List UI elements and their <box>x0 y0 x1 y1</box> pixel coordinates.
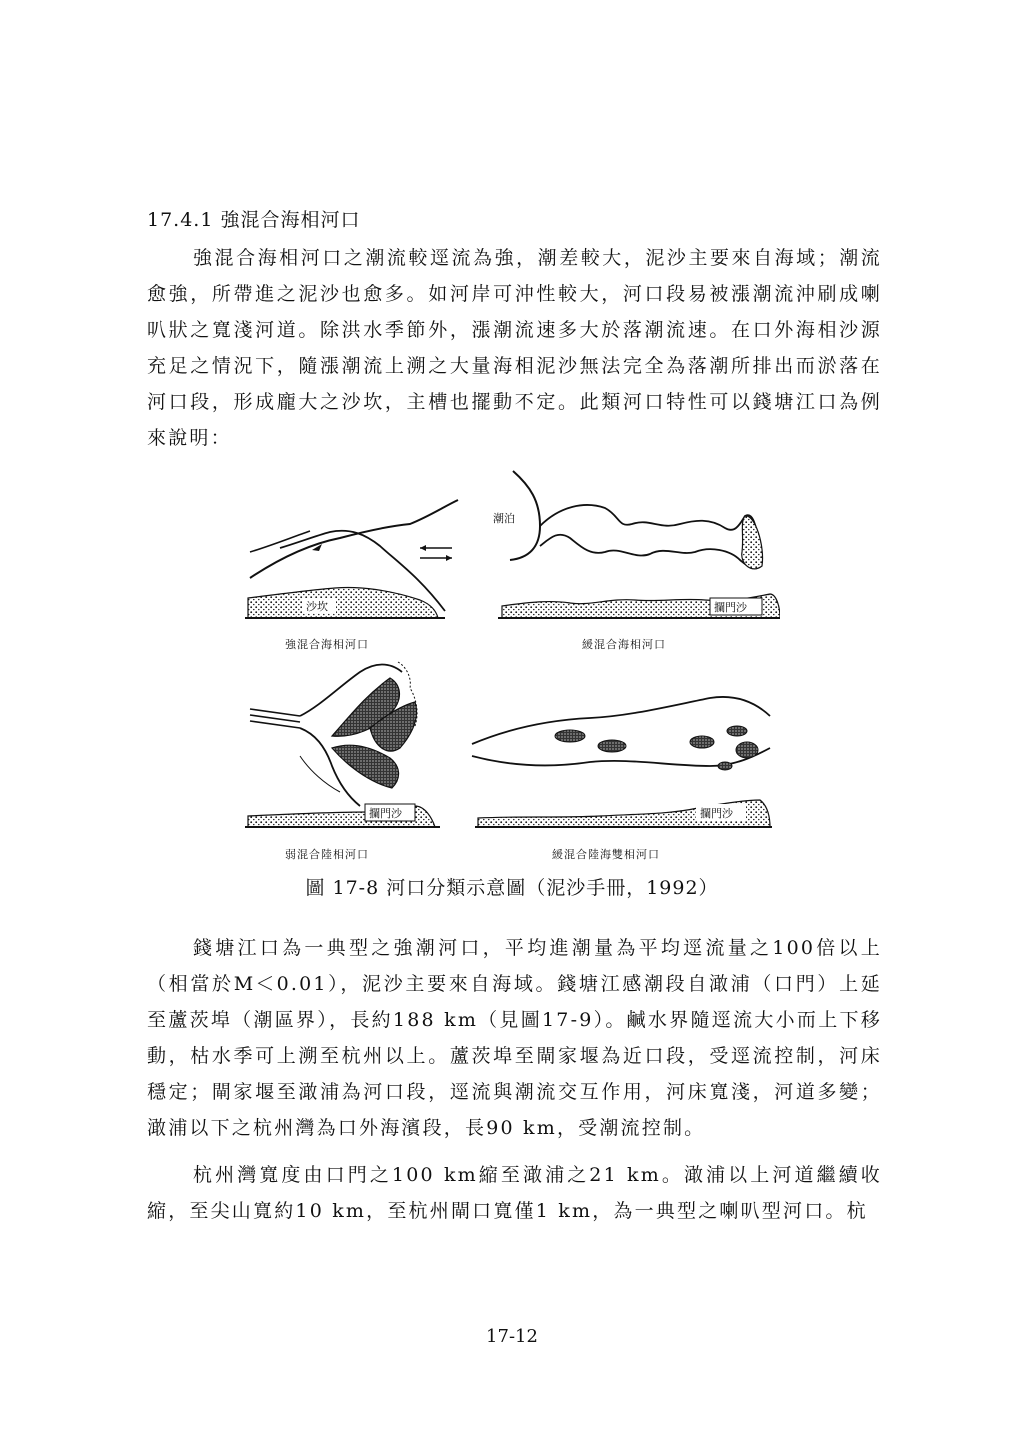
panel-3-caption: 弱混合陸相河口 <box>285 848 369 861</box>
panel-fluvial-marine <box>472 697 772 827</box>
panel-1-label: 沙坎 <box>306 600 328 613</box>
panel-1-caption: 強混合海相河口 <box>285 638 369 651</box>
paragraph-3: 杭州灣寬度由口門之100 km縮至澉浦之21 km。澉浦以上河道繼續收縮，至尖山寬約10 km，至杭州閘口寬僅1 km，為一典型之喇叭型河口。杭 <box>147 1164 882 1222</box>
estuary-classification-figure <box>240 466 780 866</box>
page-number: 17-12 <box>486 1326 538 1347</box>
panel-2-label: 攔門沙 <box>714 601 747 614</box>
panel-2-caption: 緩混合海相河口 <box>582 638 666 651</box>
paragraph-1: 強混合海相河口之潮流較逕流為強，潮差較大，泥沙主要來自海域；潮流愈強，所帶進之泥沙也愈多。如河岸可沖性較大，河口段易被漲潮流沖刷成喇叭狀之寬淺河道。除洪水季節外，漲潮流速多大於落潮流速。在口外海相沙源充足之情況下，隨漲潮流上溯之大量海相泥沙無法完全為落潮所排出而淤落在河口段，形成龐大之沙坎，主槽也擺動不定。此類河口特性可以錢塘江口為例來說明： <box>147 247 882 449</box>
panel-weak-fluvial <box>245 662 440 827</box>
panel-strong-marine <box>245 500 458 618</box>
panel-4-caption: 緩混合陸海雙相河口 <box>552 848 660 861</box>
panel-3-label: 攔門沙 <box>369 807 402 820</box>
figure-caption: 圖 17-8 河口分類示意圖（泥沙手冊，1992） <box>305 877 719 899</box>
panel-slow-marine <box>493 471 780 618</box>
paragraph-2: 錢塘江口為一典型之強潮河口，平均進潮量為平均逕流量之100倍以上（相當於M＜0.01），泥沙主要來自海域。錢塘江感潮段自澉浦（口門）上延至蘆茨埠（潮區界），長約188 km（見圖17-9）。鹹水界隨逕流大小而上下移動，枯水季可上溯至杭州以上。蘆茨埠至閘家堰為近口段，受逕流控制，河床穩定；閘家堰至澉浦為河口段，逕流與潮流交互作用，河床寬淺，河道多變；澉浦以下之杭州灣為口外海濱段，長90 km，受潮流控制。 <box>147 937 882 1139</box>
panel-2-label-2: 潮泊 <box>493 512 515 525</box>
panel-4-label: 攔門沙 <box>700 807 733 820</box>
section-heading: 17.4.1 強混合海相河口 <box>147 209 361 231</box>
figure-drawing <box>240 466 780 866</box>
